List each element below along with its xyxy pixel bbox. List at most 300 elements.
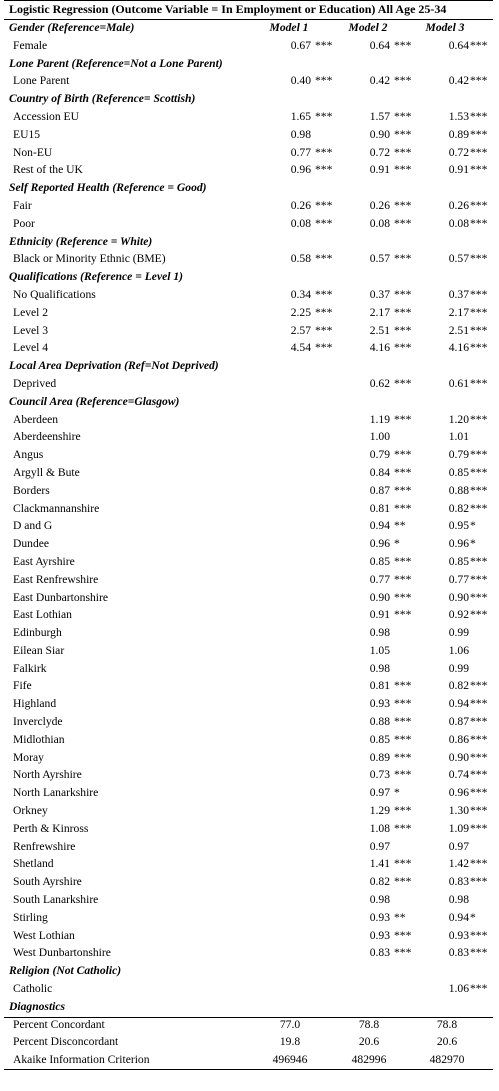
table-row [4, 339, 493, 357]
significance-stars: *** [470, 697, 488, 711]
row-label: Accession EU [13, 109, 80, 123]
significance-stars: *** [470, 804, 488, 818]
row-label: North Lanarkshire [13, 786, 99, 800]
row-label: East Lothian [13, 608, 72, 622]
significance-stars: *** [470, 982, 488, 996]
significance-stars: *** [470, 38, 488, 52]
row-label: West Lothian [13, 928, 75, 942]
row-label: No Qualifications [13, 287, 96, 301]
table-row [4, 784, 493, 802]
table-row [4, 500, 493, 518]
significance-stars: *** [394, 323, 412, 337]
row-label: Edinburgh [13, 626, 62, 640]
row-label: West Dunbartonshire [13, 946, 111, 960]
coefficient-value: 0.81 [369, 679, 390, 693]
significance-stars: *** [470, 750, 488, 764]
significance-stars: *** [394, 501, 412, 515]
row-label: North Ayrshire [13, 768, 82, 782]
coefficient-value: 2.17 [448, 305, 469, 319]
significance-stars: *** [470, 305, 488, 319]
coefficient-value: 0.93 [369, 928, 390, 942]
coefficient-value: 2.51 [369, 323, 390, 337]
coefficient-value: 0.42 [448, 74, 469, 88]
significance-stars: *** [394, 697, 412, 711]
coefficient-value: 0.64 [448, 38, 469, 52]
coefficient-value: 1.20 [448, 412, 469, 426]
table-row [4, 108, 493, 126]
significance-stars: *** [470, 252, 488, 266]
coefficient-value: 0.94 [448, 910, 469, 924]
significance-stars: *** [470, 715, 488, 729]
significance-stars: *** [470, 163, 488, 177]
table-row [4, 37, 493, 55]
coefficient-value: 2.51 [448, 323, 469, 337]
significance-stars: *** [470, 74, 488, 88]
significance-stars: *** [470, 946, 488, 960]
column-header: Model 2 [348, 21, 388, 34]
row-label: Stirling [13, 910, 48, 924]
table-row [4, 927, 493, 945]
table-row [4, 713, 493, 731]
significance-stars: *** [394, 750, 412, 764]
significance-stars: *** [394, 608, 412, 622]
significance-stars: *** [394, 145, 412, 159]
coefficient-value: 0.26 [369, 198, 390, 212]
section-header [4, 55, 493, 73]
coefficient-value: 0.83 [369, 946, 390, 960]
row-label: Poor [13, 216, 35, 230]
table-row [4, 322, 493, 340]
coefficient-value: 0.83 [448, 946, 469, 960]
diagnostic-value: 78.8 [358, 1017, 380, 1031]
significance-stars: *** [394, 216, 412, 230]
coefficient-value: 0.85 [369, 732, 390, 746]
row-label: East Dunbartonshire [13, 590, 108, 604]
coefficient-value: 0.67 [290, 38, 311, 52]
coefficient-value: 0.99 [448, 626, 469, 640]
coefficient-value: 0.91 [369, 608, 390, 622]
coefficient-value: 0.96 [369, 537, 390, 551]
coefficient-value: 0.98 [369, 893, 390, 907]
coefficient-value: 0.81 [369, 501, 390, 515]
coefficient-value: 0.97 [369, 786, 390, 800]
section-header [4, 268, 493, 286]
table-row [4, 375, 493, 393]
section-label: Diagnostics [9, 999, 66, 1013]
coefficient-value: 0.08 [369, 216, 390, 230]
row-label: EU15 [13, 127, 41, 141]
significance-stars: *** [470, 875, 488, 889]
significance-stars: *** [470, 608, 488, 622]
significance-stars: * [470, 519, 476, 533]
significance-stars: *** [315, 38, 333, 52]
significance-stars: *** [470, 572, 488, 586]
row-label: Shetland [13, 857, 54, 871]
coefficient-value: 0.77 [448, 572, 469, 586]
row-label: Angus [13, 448, 44, 462]
significance-stars: *** [315, 145, 333, 159]
coefficient-value: 0.94 [369, 519, 390, 533]
coefficient-value: 0.84 [369, 465, 390, 479]
row-label: Clackmannanshire [13, 501, 100, 515]
table-rule [4, 1017, 493, 1018]
section-header [4, 179, 493, 197]
coefficient-value: 0.83 [448, 875, 469, 889]
significance-stars: *** [394, 732, 412, 746]
table-row [4, 482, 493, 500]
coefficient-value: 0.58 [290, 252, 311, 266]
coefficient-value: 0.90 [448, 590, 469, 604]
coefficient-value: 0.08 [448, 216, 469, 230]
coefficient-value: 1.29 [369, 804, 390, 818]
coefficient-value: 1.53 [448, 109, 469, 123]
coefficient-value: 1.41 [369, 857, 390, 871]
significance-stars: *** [315, 252, 333, 266]
significance-stars: *** [394, 554, 412, 568]
coefficient-value: 0.97 [448, 839, 469, 853]
table-row [4, 126, 493, 144]
significance-stars: *** [394, 198, 412, 212]
section-label: Ethnicity (Reference = White) [9, 234, 153, 248]
section-label: Country of Birth (Reference= Scottish) [9, 92, 196, 106]
coefficient-value: 0.57 [369, 252, 390, 266]
coefficient-value: 0.40 [290, 74, 311, 88]
coefficient-value: 0.62 [369, 376, 390, 390]
table-row [4, 161, 493, 179]
row-label: Moray [13, 750, 44, 764]
coefficient-value: 0.37 [448, 287, 469, 301]
table-row [4, 873, 493, 891]
row-label: Level 4 [13, 341, 49, 355]
coefficient-value: 0.79 [448, 448, 469, 462]
significance-stars: * [394, 537, 400, 551]
significance-stars: *** [394, 821, 412, 835]
coefficient-value: 0.90 [369, 590, 390, 604]
significance-stars: *** [470, 554, 488, 568]
significance-stars: *** [394, 38, 412, 52]
coefficient-value: 0.77 [369, 572, 390, 586]
row-label: Aberdeen [13, 412, 59, 426]
coefficient-value: 2.25 [290, 305, 311, 319]
diagnostic-value: 20.6 [358, 1035, 380, 1049]
significance-stars: *** [315, 216, 333, 230]
section-header [4, 393, 493, 411]
significance-stars: *** [470, 679, 488, 693]
significance-stars: *** [470, 198, 488, 212]
significance-stars: *** [470, 145, 488, 159]
table-row [4, 215, 493, 233]
coefficient-value: 0.42 [369, 74, 390, 88]
coefficient-value: 1.06 [448, 643, 469, 657]
significance-stars: *** [394, 768, 412, 782]
coefficient-value: 0.82 [448, 501, 469, 515]
table-row [4, 838, 493, 856]
row-label: Renfrewshire [13, 839, 76, 853]
row-label: Akaike Information Criterion [13, 1053, 150, 1067]
significance-stars: *** [470, 127, 488, 141]
significance-stars: *** [394, 715, 412, 729]
coefficient-value: 0.98 [290, 127, 311, 141]
coefficient-value: 0.87 [448, 715, 469, 729]
significance-stars: *** [394, 109, 412, 123]
significance-stars: *** [394, 127, 412, 141]
row-label: Lone Parent [13, 74, 70, 88]
significance-stars: *** [470, 216, 488, 230]
coefficient-value: 0.88 [369, 715, 390, 729]
coefficient-value: 1.08 [369, 821, 390, 835]
coefficient-value: 0.96 [290, 163, 311, 177]
significance-stars: *** [394, 376, 412, 390]
significance-stars: *** [394, 465, 412, 479]
significance-stars: *** [470, 786, 488, 800]
significance-stars: *** [470, 590, 488, 604]
significance-stars: *** [315, 109, 333, 123]
coefficient-value: 0.93 [448, 928, 469, 942]
table-row [4, 820, 493, 838]
row-label: Borders [13, 483, 50, 497]
row-label: D and G [13, 519, 53, 533]
table-row [4, 571, 493, 589]
table-row [4, 144, 493, 162]
row-label: Dundee [13, 537, 50, 551]
significance-stars: *** [315, 323, 333, 337]
significance-stars: * [394, 786, 400, 800]
table-title: Logistic Regression (Outcome Variable = In Employment or Education) All Age 25-34 [9, 2, 447, 16]
significance-stars: *** [470, 412, 488, 426]
coefficient-value: 0.92 [448, 608, 469, 622]
table-row [4, 695, 493, 713]
significance-stars: * [470, 537, 476, 551]
significance-stars: *** [315, 287, 333, 301]
coefficient-value: 1.01 [448, 430, 469, 444]
row-label: Argyll & Bute [13, 465, 80, 479]
section-label: Self Reported Health (Reference = Good) [9, 181, 207, 195]
significance-stars: *** [470, 323, 488, 337]
significance-stars: *** [394, 412, 412, 426]
table-row [4, 606, 493, 624]
coefficient-value: 0.61 [448, 376, 469, 390]
significance-stars: ** [394, 910, 406, 924]
column-header: Model 1 [269, 21, 309, 34]
significance-stars: *** [394, 252, 412, 266]
significance-stars: *** [315, 74, 333, 88]
coefficient-value: 1.57 [369, 109, 390, 123]
significance-stars: *** [470, 483, 488, 497]
significance-stars: *** [394, 804, 412, 818]
coefficient-value: 0.90 [369, 127, 390, 141]
coefficient-value: 0.86 [448, 732, 469, 746]
row-label: Non-EU [13, 145, 53, 159]
significance-stars: *** [394, 305, 412, 319]
row-label: Perth & Kinross [13, 821, 89, 835]
significance-stars: *** [394, 928, 412, 942]
table-row [4, 304, 493, 322]
significance-stars: *** [470, 501, 488, 515]
significance-stars: *** [470, 768, 488, 782]
table-row [4, 944, 493, 962]
table-row [4, 891, 493, 909]
coefficient-value: 0.88 [448, 483, 469, 497]
table-row [4, 855, 493, 873]
table-row [4, 517, 493, 535]
row-label: East Ayrshire [13, 554, 75, 568]
row-label: Eilean Siar [13, 643, 65, 657]
table-row [4, 428, 493, 446]
significance-stars: *** [470, 341, 488, 355]
row-label: South Ayrshire [13, 875, 82, 889]
coefficient-value: 0.08 [290, 216, 311, 230]
table-row [4, 909, 493, 927]
row-label: Fair [13, 198, 32, 212]
diagnostic-row [4, 1016, 493, 1034]
row-label: Rest of the UK [13, 163, 83, 177]
coefficient-value: 0.26 [290, 198, 311, 212]
significance-stars: *** [470, 732, 488, 746]
coefficient-value: 0.98 [369, 626, 390, 640]
table-row [4, 731, 493, 749]
coefficient-value: 0.89 [448, 127, 469, 141]
coefficient-value: 0.57 [448, 252, 469, 266]
section-label: Gender (Reference=Male) [9, 21, 135, 34]
coefficient-value: 0.74 [448, 768, 469, 782]
coefficient-value: 0.82 [448, 679, 469, 693]
diagnostic-value: 20.6 [436, 1035, 458, 1049]
significance-stars: *** [394, 341, 412, 355]
significance-stars: *** [394, 287, 412, 301]
regression-table [4, 0, 493, 1069]
table-row [4, 446, 493, 464]
coefficient-value: 0.91 [448, 163, 469, 177]
table-row [4, 660, 493, 678]
coefficient-value: 0.89 [369, 750, 390, 764]
coefficient-value: 0.96 [448, 537, 469, 551]
coefficient-value: 0.95 [448, 519, 469, 533]
coefficient-value: 0.99 [448, 661, 469, 675]
coefficient-value: 1.05 [369, 643, 390, 657]
row-label: South Lanarkshire [13, 893, 99, 907]
column-header: Model 3 [425, 21, 465, 34]
significance-stars: *** [470, 109, 488, 123]
coefficient-value: 2.57 [290, 323, 311, 337]
row-label: Female [13, 38, 48, 52]
significance-stars: *** [394, 875, 412, 889]
table-row [4, 197, 493, 215]
section-label: Lone Parent (Reference=Not a Lone Parent) [9, 56, 223, 70]
coefficient-value: 0.72 [448, 145, 469, 159]
section-label: Religion (Not Catholic) [9, 964, 122, 978]
table-rule [4, 0, 493, 1]
table-row [4, 980, 493, 998]
coefficient-value: 1.00 [369, 430, 390, 444]
significance-stars: *** [470, 857, 488, 871]
significance-stars: *** [470, 821, 488, 835]
coefficient-value: 0.37 [369, 287, 390, 301]
row-label: Fife [13, 679, 32, 693]
section-header [4, 962, 493, 980]
row-label: Midlothian [13, 732, 65, 746]
diagnostic-row [4, 1033, 493, 1051]
section-label: Council Area (Reference=Glasgow) [9, 394, 180, 408]
significance-stars: *** [394, 74, 412, 88]
table-row [4, 677, 493, 695]
significance-stars: *** [394, 448, 412, 462]
section-header [4, 90, 493, 108]
coefficient-value: 0.26 [448, 198, 469, 212]
coefficient-value: 0.72 [369, 145, 390, 159]
diagnostic-value: 482970 [429, 1053, 465, 1067]
diagnostic-row [4, 1051, 493, 1069]
coefficient-value: 0.94 [448, 697, 469, 711]
coefficient-value: 0.96 [448, 786, 469, 800]
row-label: Catholic [13, 982, 53, 996]
coefficient-value: 4.16 [448, 341, 469, 355]
coefficient-value: 0.34 [290, 287, 311, 301]
coefficient-value: 0.98 [369, 661, 390, 675]
row-label: Highland [13, 697, 57, 711]
significance-stars: *** [470, 376, 488, 390]
diagnostic-value: 482996 [351, 1053, 387, 1067]
row-label: Black or Minority Ethnic (BME) [13, 252, 166, 266]
significance-stars: *** [394, 590, 412, 604]
significance-stars: *** [394, 679, 412, 693]
table-row [4, 749, 493, 767]
coefficient-value: 2.17 [369, 305, 390, 319]
table-row [4, 642, 493, 660]
table-row [4, 766, 493, 784]
row-label: Aberdeenshire [13, 430, 81, 444]
coefficient-value: 0.82 [369, 875, 390, 889]
coefficient-value: 0.90 [448, 750, 469, 764]
coefficient-value: 0.85 [448, 465, 469, 479]
table-row [4, 535, 493, 553]
section-header [4, 357, 493, 375]
significance-stars: *** [394, 946, 412, 960]
row-label: Falkirk [13, 661, 47, 675]
diagnostic-value: 496946 [272, 1053, 308, 1067]
significance-stars: *** [394, 857, 412, 871]
table-row [4, 464, 493, 482]
table-row [4, 624, 493, 642]
table-row [4, 802, 493, 820]
significance-stars: *** [394, 572, 412, 586]
coefficient-value: 0.85 [369, 554, 390, 568]
coefficient-value: 1.65 [290, 109, 311, 123]
row-label: Orkney [13, 804, 48, 818]
coefficient-value: 4.16 [369, 341, 390, 355]
table-rule [4, 1069, 493, 1070]
section-header [4, 998, 493, 1016]
coefficient-value: 0.98 [448, 893, 469, 907]
coefficient-value: 1.06 [448, 982, 469, 996]
row-label: Level 3 [13, 323, 49, 337]
coefficient-value: 1.09 [448, 821, 469, 835]
section-header [4, 19, 493, 37]
significance-stars: *** [470, 448, 488, 462]
coefficient-value: 0.73 [369, 768, 390, 782]
coefficient-value: 0.77 [290, 145, 311, 159]
coefficient-value: 0.91 [369, 163, 390, 177]
section-label: Qualifications (Reference = Level 1) [9, 270, 184, 284]
diagnostic-value: 77.0 [279, 1017, 301, 1031]
significance-stars: *** [394, 483, 412, 497]
significance-stars: *** [315, 163, 333, 177]
diagnostic-value: 19.8 [279, 1035, 301, 1049]
coefficient-value: 0.87 [369, 483, 390, 497]
coefficient-value: 1.42 [448, 857, 469, 871]
significance-stars: *** [315, 305, 333, 319]
coefficient-value: 1.30 [448, 804, 469, 818]
significance-stars: * [470, 910, 476, 924]
